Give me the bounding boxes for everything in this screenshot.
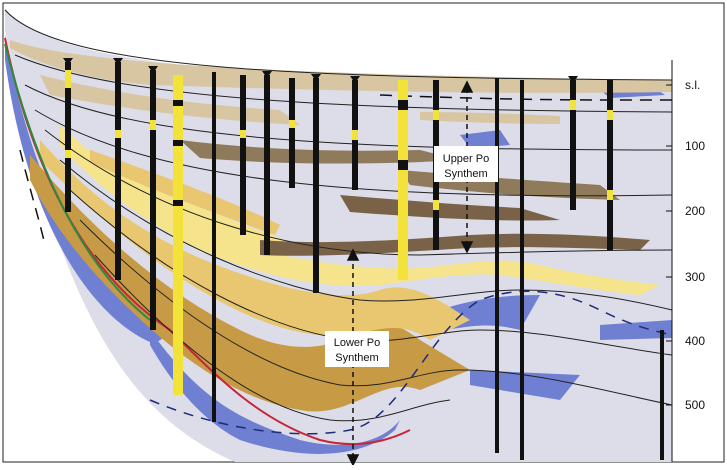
well-17 xyxy=(660,330,664,460)
upper-synthem-label-line1: Upper Po xyxy=(442,153,490,165)
well-6 xyxy=(240,75,246,235)
depth-tick-sl: s.l. xyxy=(685,78,701,92)
depth-tick-400: 400 xyxy=(685,334,706,348)
lower-synthem-label-line2: Synthem xyxy=(335,352,379,364)
well-13 xyxy=(495,78,499,453)
lower-synthem-label-line1: Lower Po xyxy=(333,337,381,349)
depth-tick-100: 100 xyxy=(685,139,706,153)
depth-tick-200: 200 xyxy=(685,204,706,218)
upper-synthem-label-line2: Synthem xyxy=(444,168,488,180)
well-4 xyxy=(173,75,183,395)
well-5 xyxy=(212,72,216,422)
depth-tick-500: 500 xyxy=(685,398,706,412)
well-11 xyxy=(398,80,408,280)
depth-tick-300: 300 xyxy=(685,270,706,284)
well-16 xyxy=(607,80,613,250)
well-14 xyxy=(520,80,524,460)
well-8 xyxy=(289,78,295,188)
